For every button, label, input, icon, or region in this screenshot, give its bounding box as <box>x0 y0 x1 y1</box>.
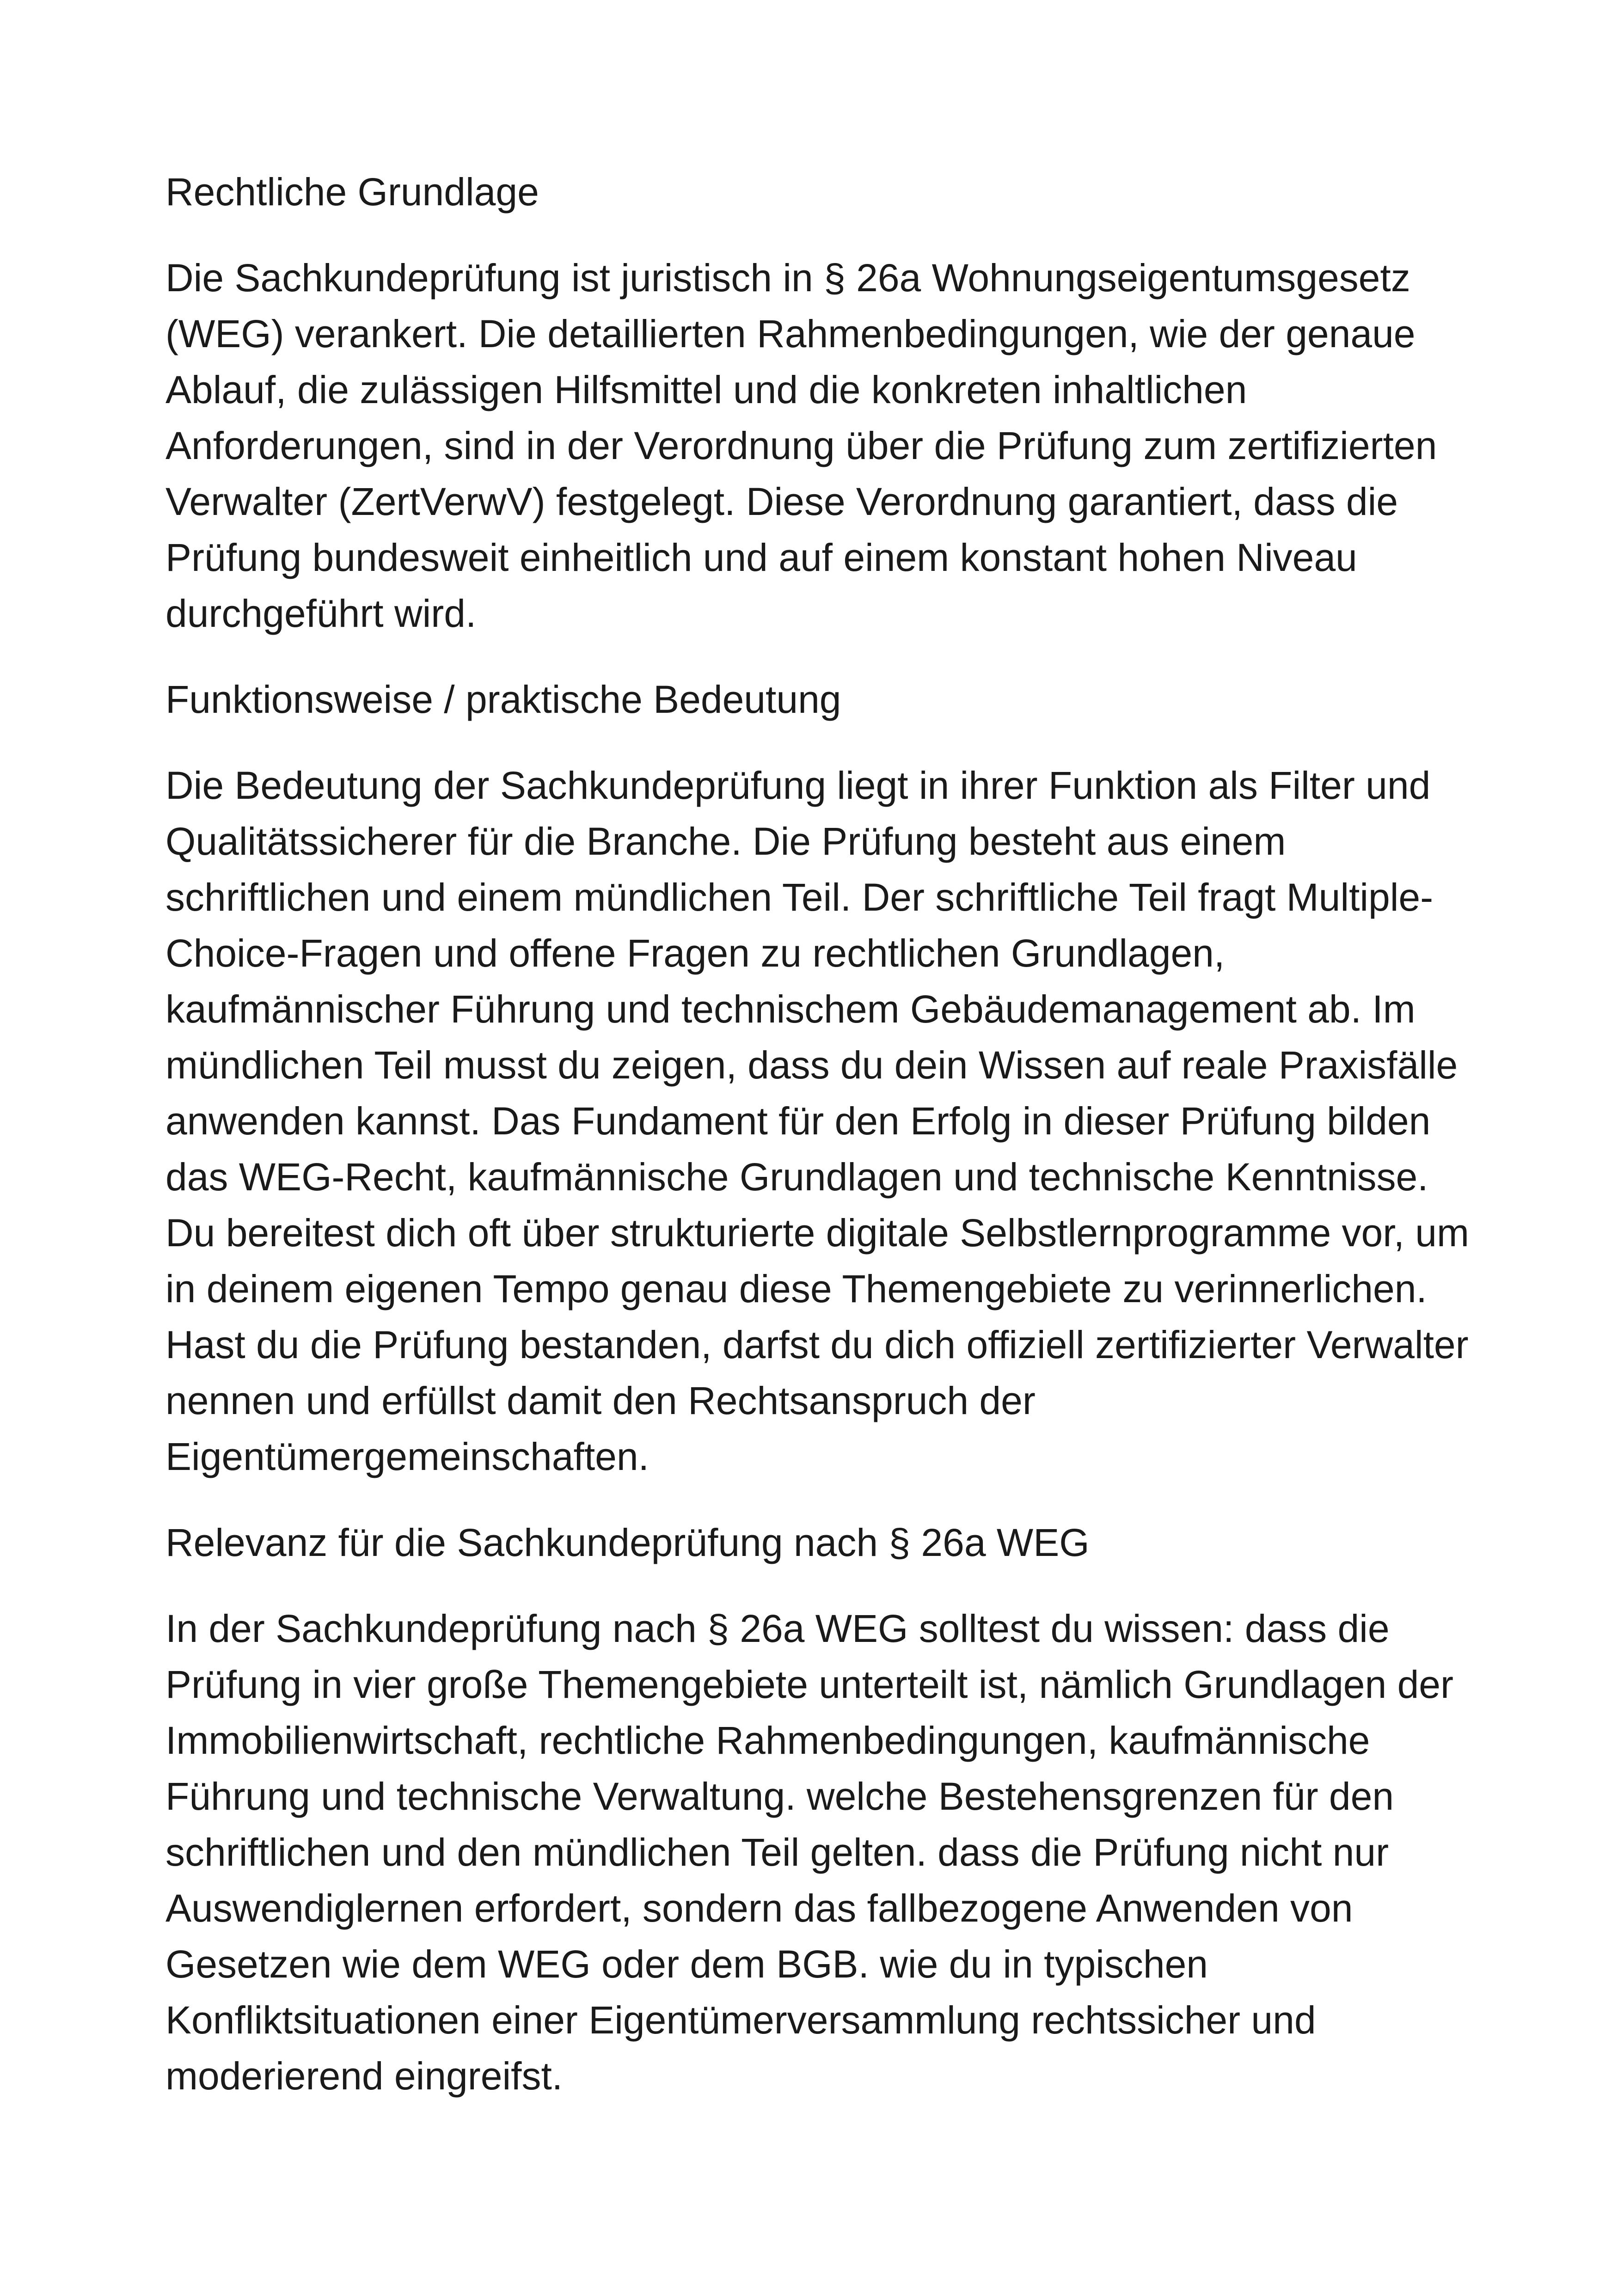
section-practical-meaning <box>165 672 1488 1485</box>
section-paragraph: Die Sachkundeprüfung ist juristisch in § 26a Wohnungseigentumsgesetz (WEG) verankert. Die detaillierten Rahmenbedingungen, wie der genaue Ablauf, die zulässigen Hilfsmittel und die konkreten inhaltlichen Anforderungen, sind in der Verordnung über die Prüfung zum zertifizierten Verwalter (ZertVerwV) festgelegt. Diese Verordnung garantiert, dass die Prüfung bundesweit einheitlich und auf einem konstant hohen Niveau durchgeführt wird. <box>165 256 1437 635</box>
section-legal-basis <box>165 164 1488 642</box>
section-paragraph: Die Bedeutung der Sachkundeprüfung liegt in ihrer Funktion als Filter und Qualitätssicherer für die Branche. Die Prüfung besteht aus einem schriftlichen und einem mündlichen Teil. Der schriftliche Teil fragt Multiple-Choice-Fragen und offene Fragen zu rechtlichen Grundlagen, kaufmännischer Führung und technischem Gebäudemanagement ab. Im mündlichen Teil musst du zeigen, dass du dein Wissen auf reale Praxisfälle anwenden kannst. Das Fundament für den Erfolg in dieser Prüfung bilden das WEG-Recht, kaufmännische Grundlagen und technische Kenntnisse. Du bereitest dich oft über strukturierte digitale Selbstlernprogramme vor, um in deinem eigenen Tempo genau diese Themengebiete zu verinnerlichen. Hast du die Prüfung bestanden, darfst du dich offiziell zertifizierter Verwalter nennen und erfüllst damit den Rechtsanspruch der Eigentümergemeinschaften. <box>165 764 1469 1478</box>
section-exam-relevance <box>165 1515 1488 2104</box>
section-heading: Relevanz für die Sachkundeprüfung nach § 26a WEG <box>165 1521 1090 1564</box>
section-paragraph: In der Sachkundeprüfung nach § 26a WEG solltest du wissen: dass die Prüfung in vier große Themengebiete unterteilt ist, nämlich Grundlagen der Immobilienwirtschaft, rechtliche Rahmenbedingungen, kaufmännische Führung und technische Verwaltung. welche Bestehensgrenzen für den schriftlichen und den mündlichen Teil gelten. dass die Prüfung nicht nur Auswendiglernen erfordert, sondern das fallbezogene Anwenden von Gesetzen wie dem WEG oder dem BGB. wie du in typischen Konfliktsituationen einer Eigentümerversammlung rechtssicher und moderierend eingreifst. <box>165 1607 1453 2098</box>
section-heading: Funktionsweise / praktische Bedeutung <box>165 678 841 721</box>
section-heading: Rechtliche Grundlage <box>165 170 539 214</box>
document-content <box>165 164 1488 2134</box>
